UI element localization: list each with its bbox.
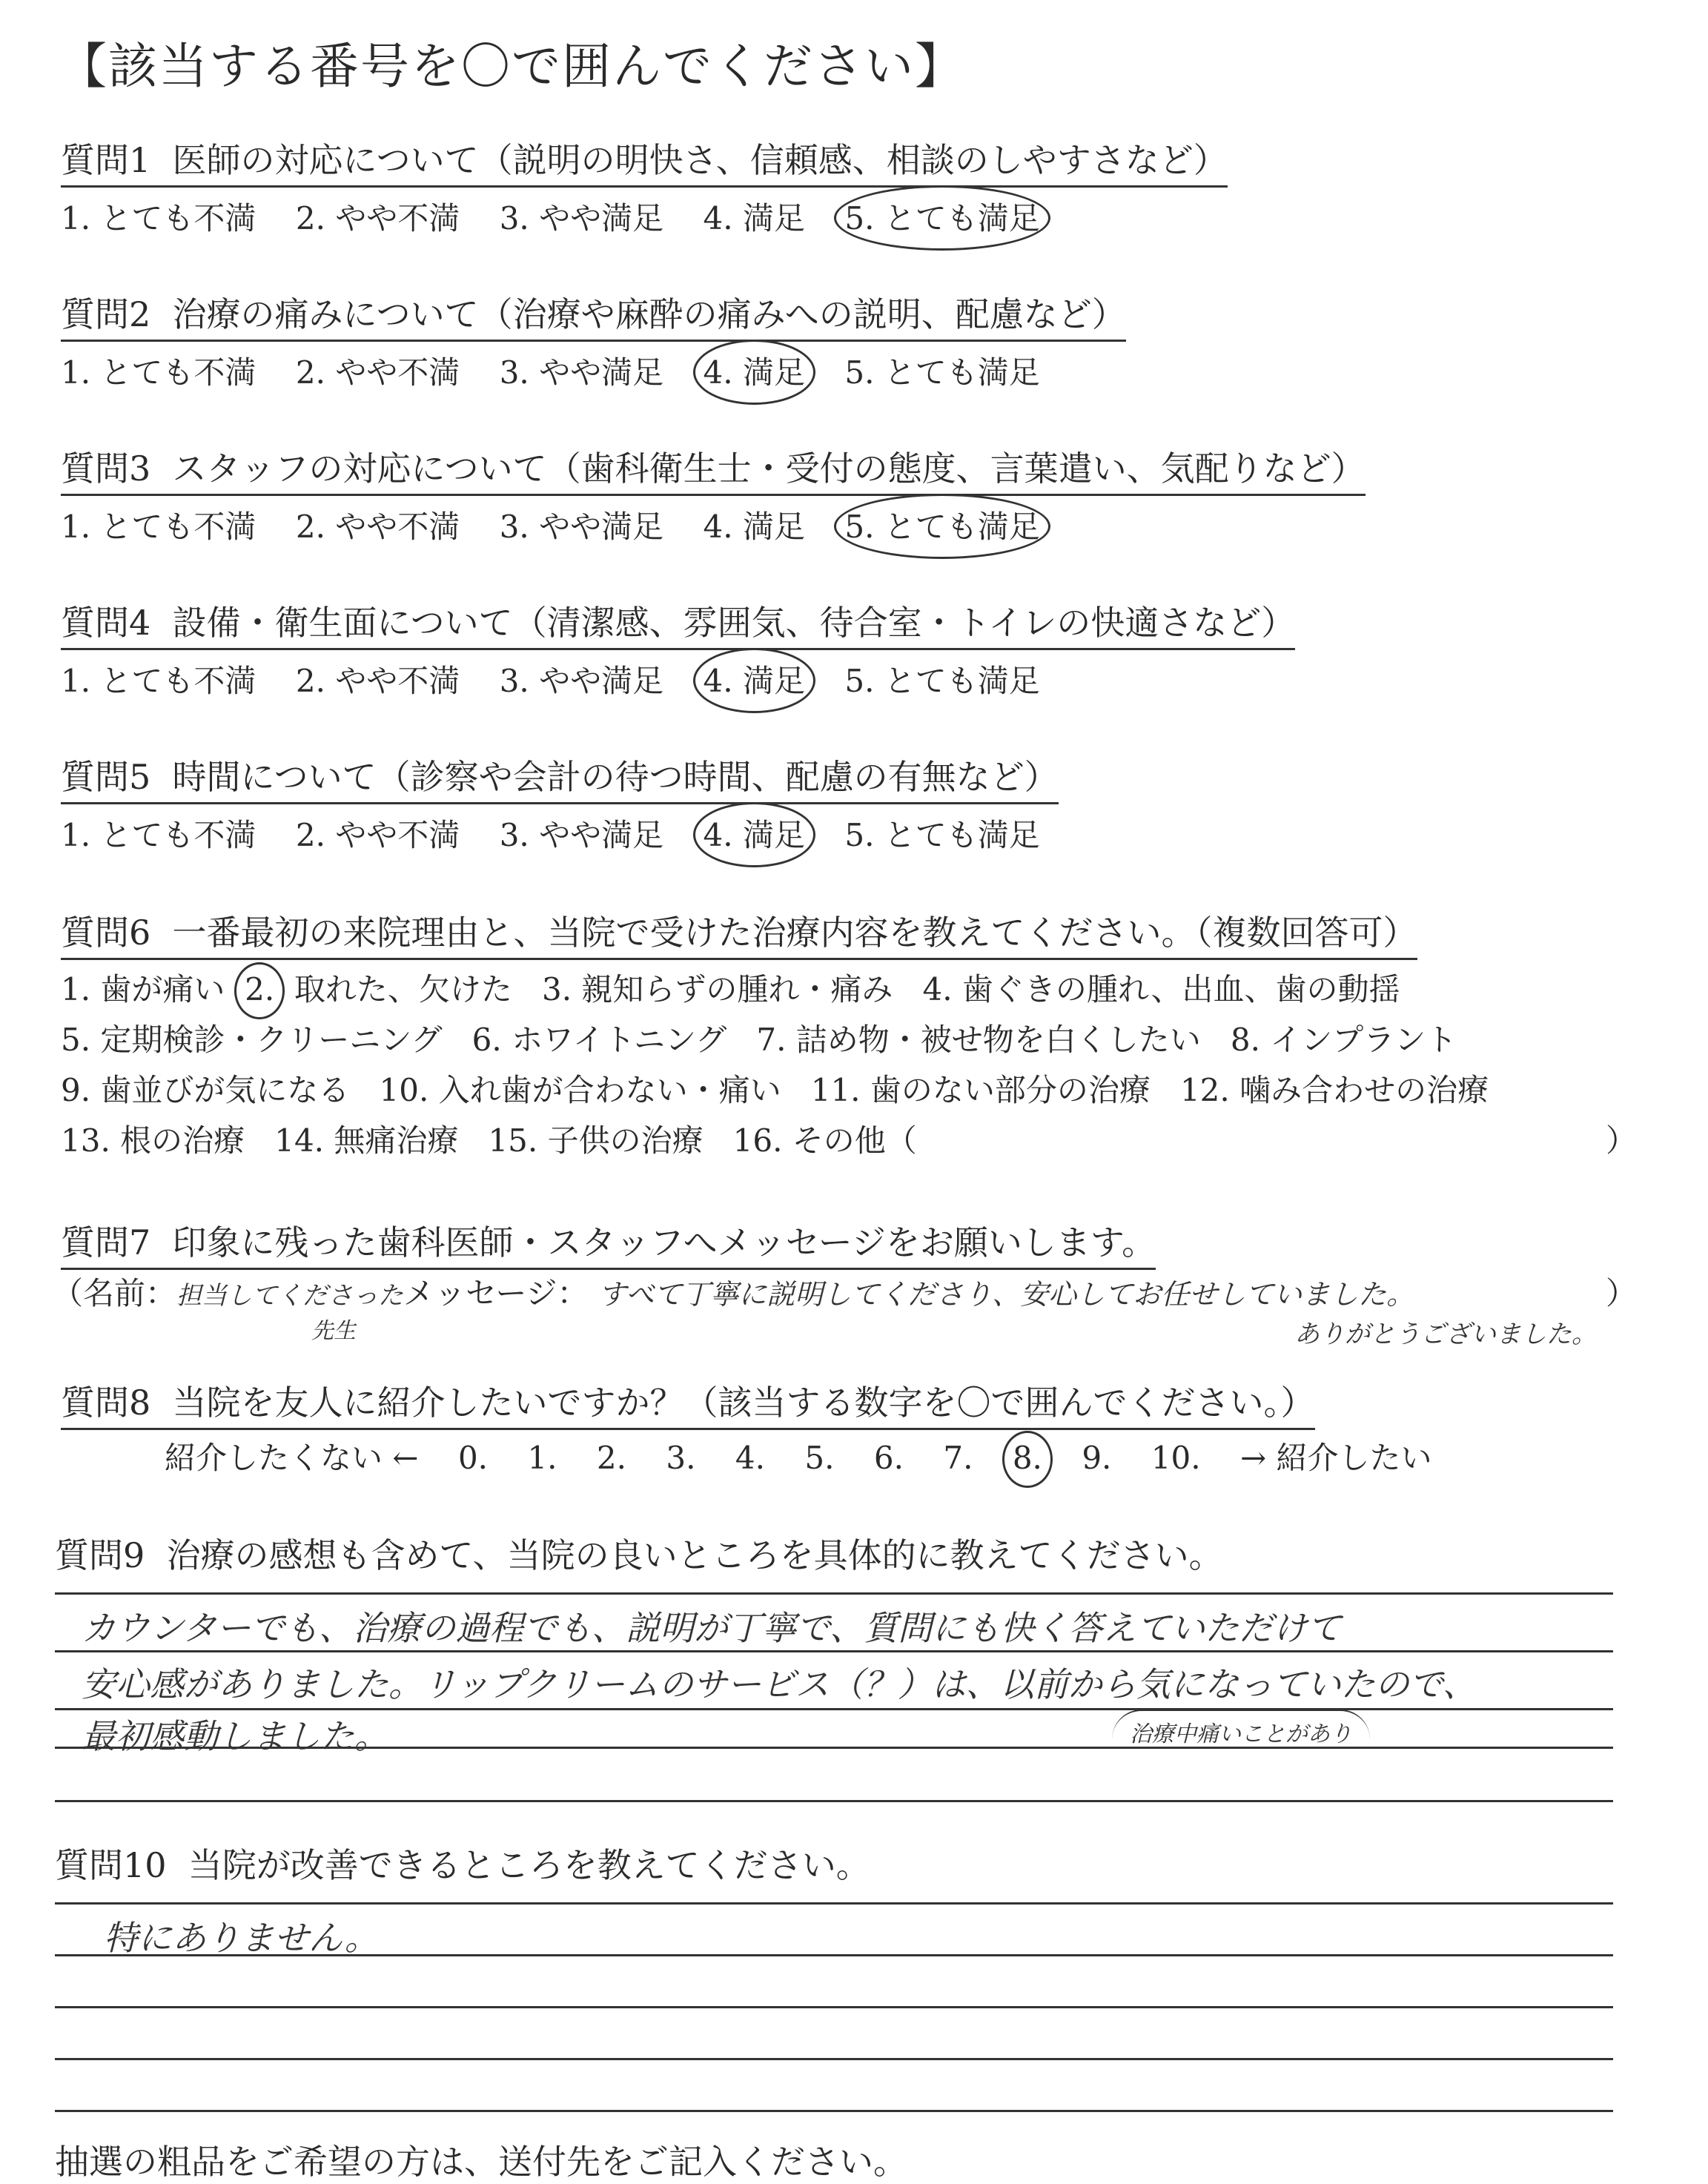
option-2[interactable]: 2. やや不満 <box>295 509 460 545</box>
question-text: 当院が改善できるところを教えてください。 <box>188 1845 870 1885</box>
question-3 <box>61 442 1366 496</box>
option-2-label: 取れた、欠けた <box>294 971 512 1007</box>
option-2-selected[interactable]: 2. <box>245 971 275 1007</box>
question-1 <box>61 133 1228 188</box>
question-text: 設備・衛生面について（清潔感、雰囲気、待合室・トイレの快適さなど） <box>172 603 1296 643</box>
question-5-options <box>61 811 1040 856</box>
option-5[interactable]: 5. とても満足 <box>844 817 1040 853</box>
option-2[interactable]: 2. やや不満 <box>295 200 460 236</box>
message-answer[interactable]: すべて丁寧に説明してくださり、安心してお任せしていました。 <box>598 1278 1415 1311</box>
option-15[interactable]: 15. 子供の治療 <box>488 1122 704 1159</box>
option-14[interactable]: 14. 無痛治療 <box>274 1122 459 1159</box>
option-11[interactable]: 11. 歯のない部分の治療 <box>810 1072 1151 1108</box>
question-text: 治療の感想も含めて、当院の良いところを具体的に教えてください。 <box>166 1535 1223 1575</box>
question-text: 時間について（診察や会計の待つ時間、配慮の有無など） <box>172 757 1059 797</box>
option-16-close-paren: ） <box>1606 1122 1638 1159</box>
option-2[interactable]: 2. やや不満 <box>295 817 460 853</box>
question-6-row-2 <box>61 1016 1457 1060</box>
option-1[interactable]: 1. とても不満 <box>61 509 256 545</box>
scale-9[interactable]: 9. <box>1082 1440 1112 1476</box>
q10-answer[interactable]: 特にありません。 <box>104 1918 379 1958</box>
q9-answer-line-3[interactable]: 最初感動しました。 <box>82 1716 388 1756</box>
option-9[interactable]: 9. 歯並びが気になる <box>61 1072 350 1108</box>
answer-line <box>55 2006 1613 2008</box>
answer-line <box>55 1902 1613 1905</box>
q9-answer-line-1[interactable]: カウンターでも、治療の過程でも、説明が丁寧で、質問にも快く答えていただけて <box>82 1608 1342 1648</box>
option-1[interactable]: 1. とても不満 <box>61 663 256 699</box>
question-text: 治療の痛みについて（治療や麻酔の痛みへの説明、配慮など） <box>172 294 1126 334</box>
question-8 <box>61 1376 1315 1430</box>
question-4 <box>61 596 1295 650</box>
option-4-selected[interactable]: 4. 満足 <box>704 657 805 701</box>
question-5 <box>61 750 1059 804</box>
question-label: 質問2 <box>61 294 151 334</box>
page-title: 【該当する番号を〇で囲んでください】 <box>58 38 965 95</box>
question-6 <box>61 906 1417 960</box>
option-6[interactable]: 6. ホワイトニング <box>471 1022 727 1058</box>
name-answer[interactable]: 担当してくださった <box>176 1281 404 1311</box>
message-answer-line-2: ありがとうございました。 <box>1294 1320 1597 1349</box>
name-prefix: （名前： <box>52 1275 177 1311</box>
message-label: メッセージ： <box>403 1275 589 1311</box>
option-3[interactable]: 3. やや満足 <box>499 200 664 236</box>
option-4-selected[interactable]: 4. 満足 <box>704 811 805 856</box>
answer-line <box>55 1592 1613 1595</box>
option-2[interactable]: 2. やや不満 <box>295 354 460 391</box>
question-text: スタッフの対応について（歯科衛生士・受付の態度、言葉遣い、気配りなど） <box>172 449 1366 489</box>
name-answer-suffix: 先生 <box>311 1318 356 1344</box>
question-2-options <box>61 348 1040 393</box>
question-label: 質問9 <box>55 1535 145 1575</box>
scale-8-selected[interactable]: 8. <box>1012 1440 1042 1476</box>
question-text: 当院を友人に紹介したいですか？（該当する数字を〇で囲んでください。） <box>172 1383 1315 1423</box>
option-4-selected[interactable]: 4. 満足 <box>704 348 805 393</box>
question-2 <box>61 288 1126 342</box>
option-12[interactable]: 12. 噛み合わせの治療 <box>1179 1072 1489 1108</box>
scale-0[interactable]: 0. <box>457 1440 489 1476</box>
option-1[interactable]: 1. 歯が痛い <box>61 971 225 1007</box>
option-8[interactable]: 8. インプラント <box>1230 1022 1457 1058</box>
question-label: 質問1 <box>61 140 151 180</box>
answer-line <box>55 2058 1613 2060</box>
question-label: 質問5 <box>61 757 151 797</box>
question-1-options <box>61 194 1040 239</box>
option-5[interactable]: 5. 定期検診・クリーニング <box>61 1022 443 1058</box>
question-label: 質問3 <box>61 449 151 489</box>
question-6-row-4 <box>61 1116 917 1161</box>
question-label: 質問7 <box>61 1222 151 1263</box>
question-4-options <box>61 657 1040 701</box>
question-6-row-3 <box>61 1066 1489 1111</box>
option-10[interactable]: 10. 入れ歯が合わない・痛い <box>379 1072 781 1108</box>
footer-partial-text: 抽選の粗品をご希望の方は、送付先をご記入ください。 <box>55 2142 907 2182</box>
answer-line <box>55 1800 1613 1802</box>
scale-6[interactable]: 6. <box>873 1440 904 1476</box>
option-4[interactable]: 4. 歯ぐきの腫れ、出血、歯の動揺 <box>922 971 1400 1007</box>
option-4[interactable]: 4. 満足 <box>703 509 805 545</box>
answer-line <box>55 2110 1613 2112</box>
option-1[interactable]: 1. とても不満 <box>61 200 256 236</box>
option-1[interactable]: 1. とても不満 <box>61 354 256 391</box>
scale-1[interactable]: 1. <box>527 1440 557 1476</box>
scale-2[interactable]: 2. <box>596 1440 626 1476</box>
q9-answer-line-2[interactable]: 安心感がありました。リップクリームのサービス（？）は、以前から気になっていたので、 <box>82 1664 1477 1704</box>
question-label: 質問8 <box>61 1383 151 1423</box>
question-3-options <box>61 503 1040 547</box>
scale-3[interactable]: 3. <box>666 1440 696 1476</box>
question-7 <box>61 1216 1156 1270</box>
question-text: 印象に残った歯科医師・スタッフへメッセージをお願いします。 <box>172 1222 1156 1263</box>
answer-line <box>55 1650 1613 1652</box>
option-13[interactable]: 13. 根の治療 <box>61 1122 245 1159</box>
option-5[interactable]: 5. とても満足 <box>844 663 1040 699</box>
q9-insert-note: 治療中痛いことがあり <box>1112 1710 1370 1748</box>
question-10 <box>55 1839 870 1887</box>
option-5-selected[interactable]: 5. とても満足 <box>844 503 1039 547</box>
scale-7[interactable]: 7. <box>943 1440 973 1476</box>
question-text: 医師の対応について（説明の明快さ、信頼感、相談のしやすさなど） <box>172 140 1228 180</box>
scale-4[interactable]: 4. <box>735 1440 765 1476</box>
option-7[interactable]: 7. 詰め物・被せ物を白くしたい <box>756 1022 1201 1058</box>
question-label: 質問10 <box>55 1845 167 1885</box>
scale-10[interactable]: 10. <box>1151 1440 1201 1476</box>
question-text: 一番最初の来院理由と、当院で受けた治療内容を教えてください。（複数回答可） <box>172 913 1417 953</box>
option-1[interactable]: 1. とても不満 <box>61 817 256 853</box>
option-3[interactable]: 3. やや満足 <box>499 354 664 391</box>
option-3[interactable]: 3. 親知らずの腫れ・痛み <box>542 971 893 1007</box>
option-5-selected[interactable]: 5. とても満足 <box>844 194 1039 239</box>
scale-left-label: 紹介したくない ← <box>165 1440 419 1476</box>
scale-right-label: → 紹介したい <box>1240 1440 1432 1476</box>
question-7-answer <box>52 1269 1414 1314</box>
option-4[interactable]: 4. 満足 <box>703 200 805 236</box>
question-9 <box>55 1529 1223 1578</box>
option-5[interactable]: 5. とても満足 <box>844 354 1040 391</box>
message-close-paren: ） <box>1606 1275 1638 1311</box>
option-16[interactable]: 16. その他（ <box>732 1122 917 1159</box>
option-2[interactable]: 2. やや不満 <box>295 663 460 699</box>
question-label: 質問4 <box>61 603 151 643</box>
scale-5[interactable]: 5. <box>804 1440 835 1476</box>
question-6-row-1 <box>61 965 1400 1010</box>
option-3[interactable]: 3. やや満足 <box>499 817 664 853</box>
question-8-scale <box>165 1434 1432 1478</box>
question-label: 質問6 <box>61 913 151 953</box>
option-3[interactable]: 3. やや満足 <box>499 663 664 699</box>
option-3[interactable]: 3. やや満足 <box>499 509 664 545</box>
